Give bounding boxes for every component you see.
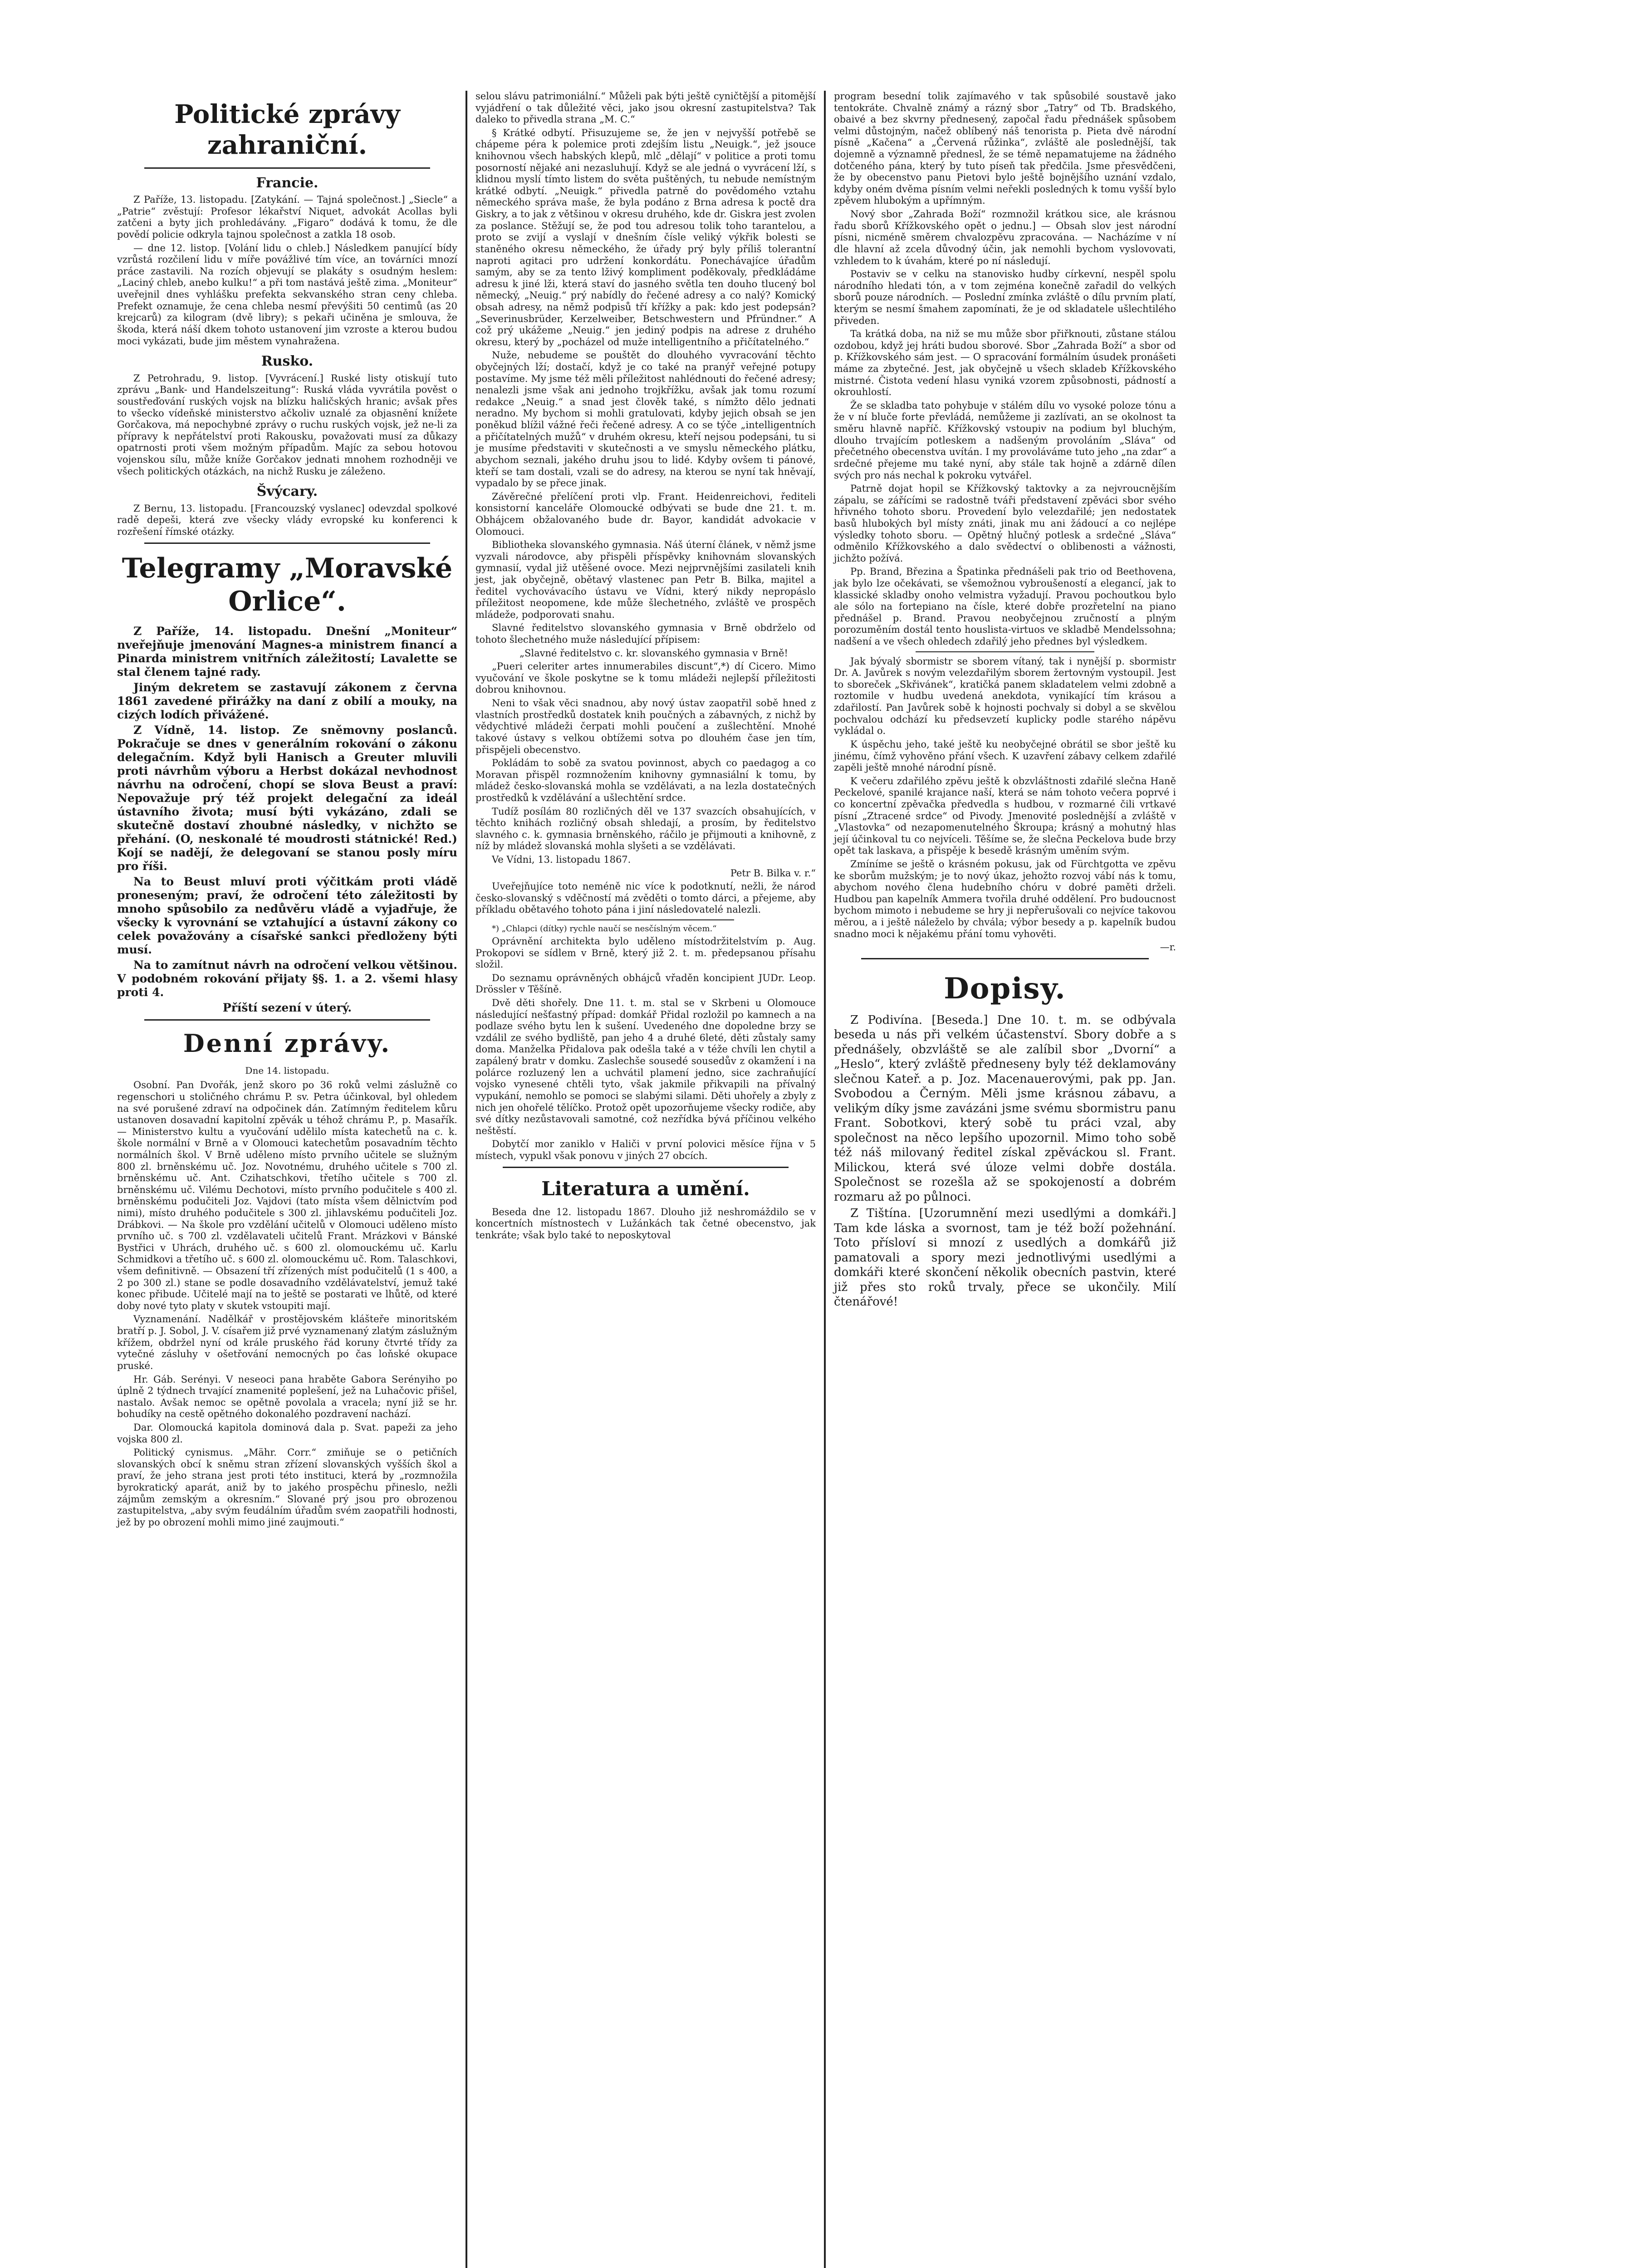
telegram-paragraph: Z Paříže, 14. listopadu. Dnešní „Moniteur“ nveřejňuje jmenování Magnes-a ministrem financí a Pinarda ministrem vnitřních záležitostí; Lavalette se stal členem tajné rady. <box>117 625 457 679</box>
heading-svycary: Švýcary. <box>256 484 318 500</box>
article-paragraph: Beseda dne 12. listopadu 1867. Dlouho již neshromáždilo se v koncertních místnostech v Lužánkách tak četné obecenstvo, jak tenkráte; však bylo také to neposkytoval <box>475 1206 816 1241</box>
article-paragraph: Dar. Olomoucká kapitola dominová dala p. Svat. papeži za jeho vojska 800 zl. <box>117 1422 457 1445</box>
divider <box>503 1167 789 1168</box>
article-paragraph: Uveřejňujíce toto neméně nic více k podotknutí, nežli, že národ česko-slovanský s vděčností má zvěděti o tomto dárci, a přejeme, aby příkladu obětavého tohoto pána i jiní následovatelé nalezli. <box>475 881 816 915</box>
letter-paragraph: „Pueri celeriter artes innumerabiles discunt“,*) dí Cicero. Mimo vyučování ve škole poskytne se k tomu mládeži nejlepší příležitosti dobrou knihovnou. <box>475 661 816 695</box>
divider <box>916 651 1094 652</box>
article-paragraph: Patrně dojat hopil se Křížkovský taktovky a za nejvroucnějším zápalu, se zářícími se radostně tváři představení zpěváci sbor svého hřivného tohoto sboru. Provedení bylo velezdařilé; jen nedostatek basů hlubokých byl místy znáti, jinak mu ani žádoucí a co nejlépe výsledky tohoto sboru. — Opětný hlučný potlesk a srdečné „Sláva“ odměnilo Křížkovského a dalo svědectví o oblibenosti a vážnosti, jichžto požívá. <box>834 483 1176 564</box>
article-paragraph: Závěrečné přelíčení proti vlp. Frant. Heidenreichovi, řediteli konsistorní kanceláře Olomoucké odbývati se bude dne 21. t. m. Obhájcem obžalovaného bude dr. Bayor, kandidát advokacie v Olomouci. <box>475 491 816 537</box>
letter-paragraph: Z Podivína. [Beseda.] Dne 10. t. m. se odbývala beseda u nás při velkém účastenství. Sbory dobře a s přednášely, obzvláště se ale zalíbil sbor „Dvorní“ a „Heslo“, který zvláště předneseny byly též deklamovány slečnou Kateř. a p. Joz. Macenauerovými, pak pp. Jan. Svobodou a Černým. Měli jsme krásnou zábavu, a velikým díky jsme zavázáni jsme svému sbormistru panu Frant. Sobotkovi, který sobě tu práci vzal, aby společnost na něco lepšího upozornil. Mimo toho sobě též náš milovaný ředitel získal zpěváckou sl. Frant. Milickou, která své úloze velmi dobře dostála. Společnost se rozešla až se spokojeností a dobrém rozmaru až po půlnoci. <box>834 1013 1176 1204</box>
section-title-daily-news: Denní zprávy. <box>183 1029 392 1058</box>
author-signature: —r. <box>1160 942 1176 953</box>
article-paragraph: Z Paříže, 13. listopadu. [Zatykání. — Tajná společnost.] „Siecle“ a „Patrie“ zvěstují: Profesor lékařství Niquet, advokát Acollas byli zatčeni a byty jich prohledávány. „Figaro“ dodává k tomu, že dle povědí policie odkryla tajnou společnost a zatkla 18 osob. <box>117 194 457 240</box>
heading-francie: Francie. <box>256 175 319 191</box>
article-paragraph: Do seznamu oprávněných obhájců vřaděn koncipient JUDr. Leop. Drössler v Těšíně. <box>475 972 816 995</box>
section-title-literature: Literatura a umění. <box>541 1177 750 1200</box>
telegram-paragraph: Na to zamítnut návrh na odročení velkou většinou. V podobném rokování přijaty §§. 1. a 2. všemi hlasy proti 4. <box>117 958 457 999</box>
letter-signature: Petr B. Bilka v. r.“ <box>730 867 816 879</box>
article-paragraph: K úspěchu jeho, také ještě ku neobyčejné obrátil se sbor ještě ku jinému, čímž vyhověno přání všech. K uzavření zábavy celkem zdařilé zapěli ještě mnohé národní písně. <box>834 738 1176 773</box>
divider <box>557 919 734 920</box>
column-2 <box>467 91 826 2268</box>
letter-paragraph: Tudíž posílám 80 rozličných děl ve 137 svazcích obsahujících, v těchto knihách rozličný obsah shledají, a prosím, by ředitelstvo slavného c. k. gymnasia brněnského, ráčilo je přijmouti a knihovně, z níž by mládež slovanská mohla slyšeti a se vzdělávati. <box>475 806 816 852</box>
divider <box>144 1019 430 1021</box>
article-paragraph: Vyznamenání. Nadělkář v prostějovském klášteře minoritském bratří p. J. Sobol, J. V. císařem již prvé vyznamenaný zlatým záslužným křížem, obdržel nyní od krále pruského řád koruny čtvrté třídy za vytečné zásluhy v ošetřování nemocných po čas loňské okupace pruské. <box>117 1314 457 1371</box>
article-paragraph: Z Bernu, 13. listopadu. [Francouzský vyslanec] odevzdal spolkové radě depeši, která zve všecky vlády evropské ku konferenci k rozřešení římské otázky. <box>117 503 457 538</box>
article-paragraph: Z Petrohradu, 9. listop. [Vyvrácení.] Ruské listy otiskují tuto zprávu „Bank- und Handelszeitung“: Ruská vláda vyvrátila pověst o soustřeďování ruských vojsk na blízku haličských hranic; avšak přes to všecko vídeňské ministerstvo ačkoliv uznalé za objasnění knížete Gorčakova, má nepochybné zprávy o ruchu ruských vojsk, jež ne-li za přípravy k nepřátelství proti Rakousku, považovati musí za důkazy opatrnosti proti všem možným případům. Majíc za sebou hotovou vojenskou sílu, může kníže Gorčakov jednati mnohem rozhodněji ve všech politických otázkách, na nichž Rusku je záleženo. <box>117 372 457 477</box>
article-paragraph: Nuže, nebudeme se pouštět do dlouhého vyvracování těchto obyčejných lží; dostačí, když je co také na pranýř veřejné potupy postavíme. My jsme též měli příležitost nahlédnouti do řečené adresy; nenalezli jsme však ani jednoho trojkřížku, avšak jak tomu rozumí redakce „Neuig.“ a snad jest člověk také, s nímžto dělo jednati neradno. My bychom si mohli gratulovati, kdyby jejich obsah se jen poněkud blížil vážné řeči řečené adresy. A co se týče „intelligentních a přičítatelných mužů“ v druhém okresu, kteří nejsou podepsáni, tu si je musíme představiti v skutečnosti a ve smyslu německého plátku, abychom seznali, jakého druhu jsou to lidé. Kdyby ovšem ti pánové, kteří se tam dostali, vzali se do adresy, na kterou se nyní tak hněvají, vypadalo by se přece jinak. <box>475 350 816 489</box>
divider <box>144 543 430 544</box>
telegram-paragraph: Příští sezení v úterý. <box>222 1001 352 1015</box>
article-paragraph: Osobní. Pan Dvořák, jenž skoro po 36 roků velmi záslužně co regenschori u stoličného chrámu P. sv. Petra účinkoval, byl ohledem na své porušené zdraví na odpočinek dán. Zatímným ředitelem kůru ustanoven dosavadní kapitolní zpěvák u téhož chrámu P., p. Masařík. — Ministerstvo kultu a vyučování udělilo místa katechetů na c. k. škole normální v Brně a v Olomouci katechetům posavadním těchto normálních škol. V Brně uděleno místo prvního učitele se služným 800 zl. brněnskému uč. Joz. Novotnému, druhého učitele s 700 zl. brněnskému uč. Ant. Czihatschkovi, třetího učitele s 700 zl. brněnskému uč. Vilému Dechotovi, místo prvního podučitele s 400 zl. brněnskému podučiteli Joz. Vajdovi (tato místa všem dělnictvím pod nimi), místo druhého podučitele s 300 zl. jihlavskému podučiteli Joz. Drábkovi. — Na škole pro vzdělání učitelů v Olomouci uděleno místo prvního uč. s 700 zl. vzdělavateli učitelů Frant. Mrázkovi v Bánské Bystřici v Uhrách, druhého uč. s 600 zl. olomouckému uč. Karlu Schmidkovi a třetího uč. s 600 zl. olomouckému uč. Rom. Talaschkovi, všem definitivně. — Obsazení tří zřízených míst podučitelů (1 s 400, a 2 po 300 zl.) stane se podle dosavadního vzdělávatelství, jemuž také konec přibude. Učitelé mají na to ještě se postarati ve lhůtě, od které doby nové tyto platy v skutek vstoupiti mají. <box>117 1080 457 1311</box>
letter-paragraph: Pokládám to sobě za svatou povinnost, abych co paedagog a co Moravan přispěl rozmnožením knihovny gymnasiální k tomu, by mládež česko-slovanská mohla se vzdělávati, a na lezla dostatečných prostředků k vzdělávání a ušlechtění srdce. <box>475 758 816 803</box>
heading-rusko: Rusko. <box>261 353 314 370</box>
column-3 <box>826 91 1184 2268</box>
divider <box>144 167 430 169</box>
article-paragraph: Slavné ředitelstvo slovanského gymnasia v Brně obdrželo od tohoto šlechetného muže následující přípisem: <box>475 622 816 645</box>
article-paragraph: Nový sbor „Zahrada Boží“ rozmnožil krátkou sice, ale krásnou řadu sborů Křížkovského opět o jednu.] — Obsah slov jest národní písni, nicméně směrem chvalozpěvu zpracována. — Nacházíme v ní dle hlavní až zcela důvodný účin, jak nemohli bychom vyslovovati, vzhledem to k úvahám, které po ní následují. <box>834 209 1176 266</box>
letter-salutation: „Slavné ředitelstvo c. kr. slovanského gymnasia v Brně! <box>519 647 788 659</box>
letter-paragraph: Neni to však věci snadnou, aby nový ústav zaopatřil sobě hned z vlastních prostředků dostatek knih poučných a zábavných, z nichž by vědychtivé mládeži čerpati mohli poučení a zušlechtění. Mnohé takové ústavy s velkou obtížemi sotva po dlouhém čase jen tím, přispějeli obecenstvo. <box>475 698 816 755</box>
section-title-telegrams: Telegramy „Moravské Orlice“. <box>122 552 453 617</box>
article-paragraph: Že se skladba tato pohybuje v stálém dílu vo vysoké poloze tónu a že v ní bluče forte převládá, nemůžeme ji zazlívati, an se okolnost ta směru hlavně napříč. Křížkovský vstoupiv na podium byl bluchým, dlouho trvajícím potleskem a nadšeným provoláním „Sláva“ od přečetného obecenstva uvítán. I my provoláváme tuto jeho „na zdar“ a srdečné přejeme mu také nyní, aby stále tak hojně a zdárně dílen svých pro nás nechal k pokroku vytvářel. <box>834 400 1176 481</box>
section-title-foreign-politics: Politické zprávy zahraniční. <box>174 99 400 161</box>
article-paragraph: Dvě děti shořely. Dne 11. t. m. stal se v Skrbeni u Olomouce následující nešťastný případ: domkář Přidal rozložil po kamnech a na podlaze svého bytu len k sušení. Uvedeného dne dopoledne brzy se vzdálil ze svého bydliště, pan jeho 4 a druhé 6leté, děti zůstaly samy doma. Manželka Přidalova pak odešla také a v téže chvíli len chytil a zapálený bratr v domku. Zaslechše sousedé sousedův z okamžení i na polárce rozluzený len a uchvátil plamení jedno, sice zachraňující vojsko vynesené chtěli tyto, však jakmile přikvapili na přívalný vypukání, nemohlo se pomoci se slabými silami. Děti uhořely a zbyly z nich jen ohořelé tělíčko. Protož opět upozorňujeme všecky rodiče, aby své dítky nezůstavovali samotné, což nezřídka bývá příčinou velkého neštěstí. <box>475 997 816 1136</box>
telegram-paragraph: Z Vídně, 14. listop. Ze sněmovny poslanců. Pokračuje se dnes v generálním rokování o zákonu delegačním. Když byli Hanisch a Greuter mluvili proti návrhům výboru a Herbst dokázal nevhodnost návrhu na odročení, chopí se slova Beust a praví: Nepovažuje prý též projekt delegační za ideál ústavního života; musí býti vykázáno, zdali se skutečně dostaví zhoubné následky, v nichžto se přehání. (O, neskonalé té moudrosti státnické! Red.) Kojí se nadějí, že delegovaní se stanou posly míru pro říši. <box>117 723 457 873</box>
article-paragraph: Politický cynismus. „Mähr. Corr.“ zmiňuje se o petičních slovanských obcí k sněmu stran zřízení slovanských vyšších škol a praví, že jeho strana jest proti této instituci, která by „rozmnožila byrokratický aparát, aniž by to jakého prospěchu přineslo, nežli zájmům zemským a okresním.“ Slované prý jsou pro obrozenou zastupitelstva, „aby svým feudálním úřadům svém zaopatřili hodnosti, jež by po obrození mohli mimo jiné zaujmouti.“ <box>117 1447 457 1528</box>
article-paragraph: program besední tolik zajímavého v tak spůsobilé soustavě jako tentokráte. Chvalně známý a rázný sbor „Tatry“ od Tb. Bradského, obaivé a bez skvrny přednesený, započal řadu přednášek spůsobem velmi důstojným, načež oblíbený náš tenorista p. Pieta dvě národní písně „Kačena“ a „Červená růžinka“, zvláště ale poslednější, tak dojemně a významně přednesl, že se témě nepamatujeme na žádného dotčeného pána, který by tuto píseň tak předčila. Jsme přesvědčeni, že by obecenstvo panu Pietovi bylo ještě bojnějšího uznání vzdalo, kdyby oném dvěma písním velmi neřekli posledných k tomu vyšší bylo zpěvem hlubokým a upřímným. <box>834 91 1176 206</box>
divider <box>861 958 1149 959</box>
article-paragraph: Bibliotheka slovanského gymnasia. Náš úterní článek, v němž jsme vyzvali národovce, aby přispěli příspěvky knihovnám slovanských gymnasií, vydal již utěšené ovoce. Mezi nejprvnějšími zasilateli knih jest, jak obyčejně, obětavý vlastenec pan Petr B. Bilka, majitel a ředitel vychovávacího ústavu ve Vídni, který nikdy nepropáslo příležitost neopomene, kde může šlechetného, zvláště ve prospěch mládeže, podporovati snahu. <box>475 539 816 620</box>
article-paragraph: Dobytčí mor zaniklo v Haliči v první polovici měsíce října v 5 místech, vypukl však ponovu v jiných 27 obcích. <box>475 1139 816 1161</box>
letter-date: Ve Vídni, 13. listopadu 1867. <box>492 854 631 865</box>
telegram-paragraph: Na to Beust mluví proti výčitkám proti vládě proneseným; praví, že odročení této záležitosti by mnoho spůsobilo za nedůvěru vládě a vyjadřuje, že všecky k vyrovnání se vztahující a ústavní zákony co celek považovány a císařské sankci předloženy býti musí. <box>117 875 457 957</box>
article-paragraph: Postaviv se v celku na stanovisko hudby církevní, nespěl spolu národního hledati tón, a v tom zejména konečně zařadil do velkých sborů pouze národních. — Poslední zmínka zvláště o dílu prvním platí, kterým se nesmí šmahem zapomínati, že je od skladatele ušlechtilého přiveden. <box>834 269 1176 326</box>
column-1 <box>109 91 467 2268</box>
article-paragraph: selou slávu patrimoniální.“ Můželi pak býti ještě cyničtější a pitomější vyjádření o tak důležité věci, jako jsou okresní zastupitelstva? Tak daleko to přivedla strana „M. C.“ <box>475 91 816 125</box>
dateline: Dne 14. listopadu. <box>245 1065 329 1076</box>
article-paragraph: Jak bývalý sbormistr se sborem vítaný, tak i nynější p. sbormistr Dr. A. Javůrek s novým velezdařilým sborem žertovným vystoupil. Jest to sboreček „Skřivánek“, kratičká panem skladatelem velmi zdobně a roztomile v hudbu uvedená anekdota, vynikající tím krásou a zdařilostí. Pan Javůrek sobě k hojnosti pochvaly si dobyl a se skvělou pochvalou odchází ku předsevzetí kuplicky podle starého nápěvu vykládal o. <box>834 655 1176 737</box>
footnote: *) „Chlapci (dítky) rychle naučí se nesčíslným věcem.“ <box>492 924 717 934</box>
section-title-letters: Dopisy. <box>944 971 1066 1006</box>
letter-paragraph: Z Tištína. [Uzorumnění mezi usedlými a domkáři.] Tam kde láska a svornost, tam je též boží požehnání. Toto přísloví si mnozí z usedlých a domkářů již pamatovali a spory mezi jednotlivými usedlými a domkáři které skončení několik obecních pastvin, které již přes sto roků trvaly, přece se ukončily. Milí čtenářové! <box>834 1207 1176 1309</box>
telegram-paragraph: Jiným dekretem se zastavují zákonem z června 1861 zavedené přirážky na daní z obilí a mouky, na cizých lodích přivážené. <box>117 681 457 722</box>
article-paragraph: — dne 12. listop. [Volání lidu o chleb.] Následkem panující bídy vzrůstá rozčilení lidu v míře povážlivé tím více, an továrníci mnozí práce zastavili. Na rozích objevují se plakáty s osudným heslem: „Laciný chleb, anebo kulku!“ a při tom nastává ještě zima. „Moniteur“ uveřejnil dnes vyhlášku prefekta sekvanského stran ceny chleba. Prefekt oznamuje, že cena chleba nesmí převýšiti 50 centimů (as 20 krejcarů) za kilogram (dvě libry); s pekaři učiněna je smlouva, že škoda, která náší dkem tohoto ustanovení jim vzroste a kterou budou moci vykázati, bude jim městem vynahražena. <box>117 242 457 347</box>
article-paragraph: K večeru zdařilého zpěvu ještě k obzvláštnosti zdařilé slečna Haně Peckelové, spanilé krajance naší, která se nám tohoto večera poprvé i co koncertní zpěvačka předvedla s hudbou, v rozmarné čili vrtkavé písní „Ztracené srdce“ od Pivody. Jmenovité poslednější a zvláště v „Vlastovka“ od nezapomenutelného Škroupa; krásný a mohutný hlas její účinkoval tu co nejvíceli. Těšíme se, že slečna Peckelova bude brzy opět tak laskava, a přispěje k besedě krásným uměním svým. <box>834 775 1176 856</box>
article-paragraph: Pp. Brand, Březina a Špatinka přednášeli pak trio od Beethovena, jak bylo lze očekávati, se všemožnou vybroušeností a elegancí, jak to klassické skladby onoho velmistra vyžadují. Pravou pochoutkou bylo ale sólo na fortepiano na čísle, které dobře prozřetelní na piano přednášel p. Brand. Pravou neobyčejnou zručností a plným porozuměním dostál tento houslista-virtuos ve skladbě Mendelssohna; nadšení a ve všech ohledech zdařilý jeho přednes byl výsledkem. <box>834 566 1176 647</box>
article-paragraph: Oprávnění architekta bylo uděleno místodržitelstvím p. Aug. Prokopovi se sídlem v Brně, který již 2. t. m. předepsanou přísahu složil. <box>475 936 816 970</box>
article-paragraph: Hr. Gáb. Serényi. V neseoci pana hraběte Gabora Serényiho po úplně 2 týdnech trvající znamenité poplešení, jež na Luhačovic přišel, nastalo. Avšak nemoc se opětně povolala a vracela; nyní již se hr. bohudíky na cestě opětného dokonalého pozdravení nachází. <box>117 1374 457 1420</box>
newspaper-page <box>109 91 1543 2268</box>
article-paragraph: § Krátké odbytí. Přisuzujeme se, že jen v nejvyšší potřebě se chápeme péra k polemice proti zdejším listu „Neuigk.“, jež jsouce knihovnou všech habských klepů, mlč „dělají“ v politice a proti tomu posorností nějaké ani nezasluhují. Když se ale jedná o vyvrácení lží, s klidnou myslí tímto listem do světa puštěných, tu nebude nemístným krátké odbytí. „Neuigk.“ přivedla patrně do povědomého vztahu německého správa maše, že byla podáno z Brna adresa k poctě dra Giskry, a to jak z většinou v okresu druhého, kde dr. Giskra jest zvolen za poslance. Stěžují se, že pod tou adresou tolik toho tarantelou, a proto se zvijí a vyslají v dnešním čísle veliký výkřik bolesti se staněného okresu německého, že úřady prý byly příliš tolerantní naproti agitaci pro udržení konkordátu. Ponechávajíce úřadům samým, aby se za tento lživý kompliment poděkovaly, předkládáme adresu k jiné lži, která staví do jasného světla ten douho tlucený bol německý, „Neuig.“ prý nabídly do řečené adresy a co nalý? Komický obsah adresy, na němž podpisů tří křížky a pak: kdo jest podepsán? „Severinusbrüder, Kerzelweiber, Betschwestern und Pfründner.“ A což prý ukážeme „Neuig.“ jen jediný podpis na adrese z druhého okresu, který by „pocházel od muže intelligentního a přičítatelného.“ <box>475 127 816 347</box>
article-paragraph: Zmíníme se ještě o krásném pokusu, jak od Fürchtgotta ve zpěvu ke sborům mužským; je to nový úkaz, jehožto rozvoj vábí nás k tomu, abychom nového člena hudebního chóru v dobré paměti drželi. Hudbou pan kapelník Ammera tvořila druhé oddělení. Pro budoucnost bychom mimoto i nebudeme se hry ji nepřerušovali co nejvíce takovou měrou, a i ještě náleželo by chvála; výbor besedy a p. kapelník budou snadno moci k nějakému přání tomu vyhověti. <box>834 859 1176 939</box>
article-paragraph: Ta krátká doba, na niž se mu může sbor přiřknouti, zůstane stálou ozdobou, když jej hráti budou sborové. Sbor „Zahrada Boží“ a sbor od p. Křížkovského sám jest. — O spracování formálním úsudek pronášeti máme za zbytečné. Jest, jak obyčejně u všech skladeb Křížkovského mistrné. Čistota vedení hlasu vyniká vzorem způsobnosti, pádností a okrouhlostí. <box>834 328 1176 398</box>
